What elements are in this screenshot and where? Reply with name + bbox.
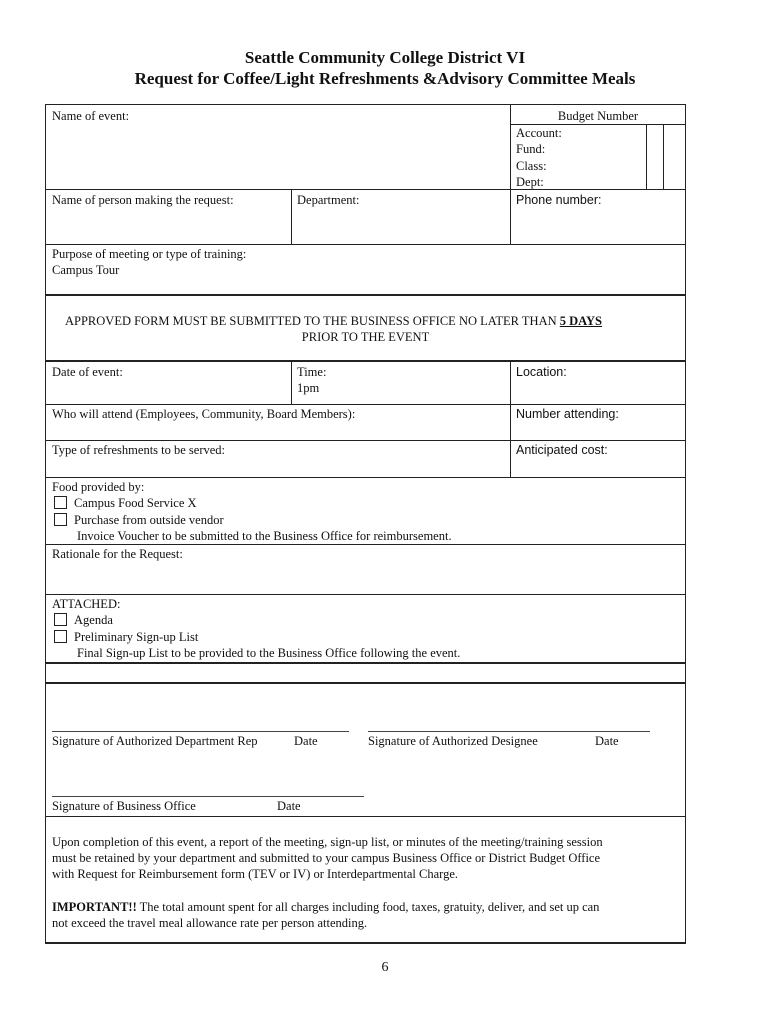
food-option-campus: Campus Food Service X xyxy=(74,496,197,510)
food-provided-label: Food provided by: xyxy=(52,480,145,494)
requester-label: Name of person making the request: xyxy=(52,193,234,207)
designee-signature-line[interactable] xyxy=(368,731,650,732)
food-note: Invoice Voucher to be submitted to the Business Office for reimbursement. xyxy=(77,529,452,543)
location-label: Location: xyxy=(516,365,567,379)
important-note: IMPORTANT!! The total amount spent for all charges including food, taxes, gratuity, deliver, and set up can xyxy=(52,900,600,914)
attendees-label: Who will attend (Employees, Community, Board Members): xyxy=(52,407,356,421)
food-option-vendor: Purchase from outside vendor xyxy=(74,513,224,527)
sig-business-office-label: Signature of Business Office xyxy=(52,799,196,813)
sig-date-label-3: Date xyxy=(277,799,301,813)
fund-label: Fund: xyxy=(516,142,546,156)
phone-label: Phone number: xyxy=(516,193,602,207)
attached-note: Final Sign-up List to be provided to the Business Office following the event. xyxy=(77,646,461,660)
row-line-3 xyxy=(45,294,686,296)
row-line-4 xyxy=(45,360,686,362)
completion-note-2: must be retained by your department and submitted to your campus Business Office or District Budget Office xyxy=(52,851,601,865)
sig-date-label-1: Date xyxy=(294,734,318,748)
row-line-6 xyxy=(45,440,686,441)
request-form xyxy=(45,104,686,944)
agenda-checkbox[interactable] xyxy=(54,613,67,626)
time-label: Time: xyxy=(297,365,327,379)
notice-days: 5 DAYS xyxy=(559,314,603,328)
form-subtitle: Request for Coffee/Light Refreshments &Advisory Committee Meals xyxy=(134,69,636,88)
date-of-event-label: Date of event: xyxy=(52,365,123,379)
sig-date-label-2: Date xyxy=(595,734,619,748)
name-of-event-label: Name of event: xyxy=(52,109,130,123)
form-left-border xyxy=(45,104,46,944)
row-line-1 xyxy=(45,189,686,190)
completion-note-1: Upon completion of this event, a report of the meeting, sign-up list, or minutes of the meeting/training session xyxy=(52,835,603,849)
row-line-2 xyxy=(45,244,686,245)
budget-divider xyxy=(510,104,511,244)
page-number: 6 xyxy=(381,960,389,975)
important-label: IMPORTANT!! xyxy=(52,900,137,914)
time-divider xyxy=(291,361,292,404)
campus-food-checkbox[interactable] xyxy=(54,496,67,509)
account-label: Account: xyxy=(516,126,562,140)
budget-number-label: Budget Number xyxy=(557,109,639,123)
dept-rep-signature-line[interactable] xyxy=(52,731,349,732)
department-divider xyxy=(291,189,292,244)
department-label: Department: xyxy=(297,193,360,207)
form-bottom-border xyxy=(45,942,686,944)
row-line-9 xyxy=(45,594,686,595)
outside-vendor-checkbox[interactable] xyxy=(54,513,67,526)
time-value: 1pm xyxy=(297,381,320,395)
sig-designee-label: Signature of Authorized Designee xyxy=(368,734,538,748)
business-office-signature-line[interactable] xyxy=(52,796,364,797)
class-label: Class: xyxy=(516,159,547,173)
important-note-2: not exceed the travel meal allowance rate per person attending. xyxy=(52,916,368,930)
form-top-border xyxy=(45,104,686,105)
anticipated-cost-label: Anticipated cost: xyxy=(516,443,608,457)
sig-dept-rep-label: Signature of Authorized Department Rep xyxy=(52,734,258,748)
refreshments-label: Type of refreshments to be served: xyxy=(52,443,226,457)
purpose-value: Campus Tour xyxy=(52,263,120,277)
row-line-7 xyxy=(45,477,686,478)
row-line-10 xyxy=(45,662,686,664)
row-line-12 xyxy=(45,816,686,817)
row-line-11 xyxy=(45,682,686,684)
row-line-5 xyxy=(45,404,686,405)
attached-signup-list: Preliminary Sign-up List xyxy=(74,630,199,644)
right-col-divider xyxy=(510,361,511,477)
purpose-label: Purpose of meeting or type of training: xyxy=(52,247,247,261)
number-attending-label: Number attending: xyxy=(516,407,619,421)
completion-note-3: with Request for Reimbursement form (TEV or IV) or Interdepartmental Charge. xyxy=(52,867,459,881)
attached-agenda: Agenda xyxy=(74,613,113,627)
notice-text: APPROVED FORM MUST BE SUBMITTED TO THE BUSINESS OFFICE NO LATER THAN 5 DAYS xyxy=(65,314,603,328)
attached-label: ATTACHED: xyxy=(52,597,121,611)
dept-label: Dept: xyxy=(516,175,544,189)
form-title: Seattle Community College District VI xyxy=(244,48,526,67)
budget-col-line-1 xyxy=(646,124,647,189)
row-line-8 xyxy=(45,544,686,545)
rationale-label: Rationale for the Request: xyxy=(52,547,183,561)
notice-line-2: PRIOR TO THE EVENT xyxy=(301,330,430,344)
budget-col-line-2 xyxy=(663,124,664,189)
form-right-border xyxy=(685,104,686,944)
signup-list-checkbox[interactable] xyxy=(54,630,67,643)
